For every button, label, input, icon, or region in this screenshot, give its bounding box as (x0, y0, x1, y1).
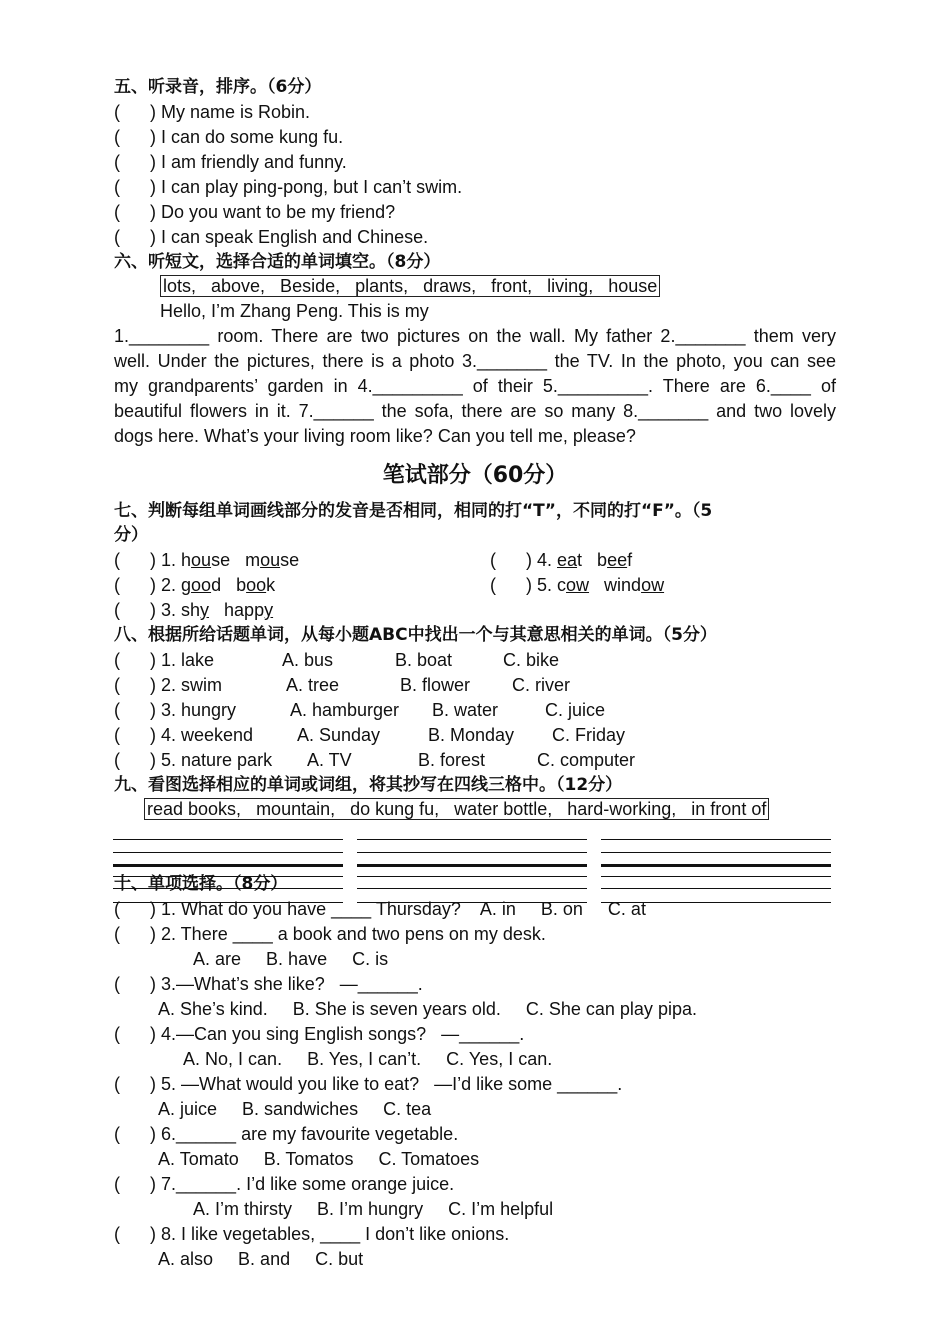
s5-item-6: ( ) I can speak English and Chinese. (114, 227, 429, 247)
s8-q5-c: C. computer (537, 750, 636, 770)
s5-item-1: ( ) My name is Robin. (114, 102, 311, 122)
s10-line-8: ( ) 5. —What would you like to eat? —I’d like some ______. (114, 1074, 623, 1094)
section8-title: 八、根据所给话题单词，从每小题ABC中找出一个与其意思相关的单词。（5分） (114, 625, 717, 645)
s6-line-1: 1.________ room. There are two pictures on the wall. My father 2._______ them very (114, 326, 836, 346)
section7-title-line1: 七、判断每组单词画线部分的发音是否相同，相同的打“T”，不同的打“F”。（5 (114, 501, 713, 521)
s8-q5-a: A. TV (307, 750, 352, 770)
s8-q1-c: C. bike (503, 650, 560, 670)
s10-line-15: A. also B. and C. but (114, 1249, 364, 1269)
s8-q2-c: C. river (512, 675, 570, 695)
s10-line-5: A. She’s kind. B. She is seven years old. C. She can play pipa. (114, 999, 697, 1019)
s8-q3-b: B. water (432, 700, 499, 720)
s6-line-5: dogs here. What’s your living room like? Can you tell me, please? (114, 426, 636, 446)
section9-title: 九、看图选择相应的单词或词组，将其抄写在四线三格中。（12分） (114, 775, 623, 795)
s8-q2-a: A. tree (286, 675, 340, 695)
s6-line-3: my grandparents’ garden in 4._________ of their 5._________. There are 6.____ of (114, 376, 836, 396)
s7-item-4: ( ) 4. eat beef (490, 550, 633, 570)
s8-q2-b: B. flower (400, 675, 471, 695)
s8-q1-a: A. bus (282, 650, 334, 670)
s10-line-11: A. Tomato B. Tomatos C. Tomatoes (114, 1149, 480, 1169)
s9-word-box: read books, mountain, do kung fu, water bottle, hard-working, in front of (144, 798, 769, 820)
s6-line-2: well. Under the pictures, there is a photo 3._______ the TV. In the photo, you can see (114, 351, 836, 371)
s8-q4: ( ) 4. weekend (114, 725, 254, 745)
s10-line-4: ( ) 3.—What’s she like? —______. (114, 974, 423, 994)
s8-q1-b: B. boat (395, 650, 453, 670)
s5-item-5: ( ) Do you want to be my friend? (114, 202, 396, 222)
s7-item-3: ( ) 3. shy happy (114, 600, 274, 620)
written-part-title: 笔试部分（60分） (382, 463, 568, 488)
s10-line-13: A. I’m thirsty B. I’m hungry C. I’m helpful (114, 1199, 554, 1219)
section5-title: 五、听录音，排序。（6分） (114, 77, 322, 97)
s5-item-4: ( ) I can play ping-pong, but I can’t swim. (114, 177, 463, 197)
section10-title: 十、单项选择。（8分） (114, 874, 288, 894)
s5-item-3: ( ) I am friendly and funny. (114, 152, 347, 172)
s6-line-4: beautiful flowers in it. 7.______ the sofa, there are so many 8._______ and two lovely (114, 401, 836, 421)
s6-intro: Hello, I’m Zhang Peng. This is my (160, 301, 429, 321)
s10-line-6: ( ) 4.—Can you sing English songs? —______. (114, 1024, 525, 1044)
s7-item-2: ( ) 2. good book (114, 575, 276, 595)
s7-item-5: ( ) 5. cow window (490, 575, 665, 595)
s10-line-12: ( ) 7.______. I’d like some orange juice. (114, 1174, 455, 1194)
s8-q3-a: A. hamburger (290, 700, 400, 720)
s8-q4-b: B. Monday (428, 725, 515, 745)
s6-word-box: lots, above, Beside, plants, draws, front, living, house (160, 275, 660, 297)
s10-line-7: A. No, I can. B. Yes, I can’t. C. Yes, I can. (114, 1049, 553, 1069)
s7-item-1: ( ) 1. house mouse (114, 550, 300, 570)
s8-q5-b: B. forest (418, 750, 486, 770)
s10-line-9: A. juice B. sandwiches C. tea (114, 1099, 432, 1119)
s10-line-3: A. are B. have C. is (114, 949, 389, 969)
s8-q2: ( ) 2. swim (114, 675, 222, 695)
s8-q4-c: C. Friday (552, 725, 626, 745)
s8-q1: ( ) 1. lake (114, 650, 215, 670)
s10-line-14: ( ) 8. I like vegetables, ____ I don’t like onions. (114, 1224, 510, 1244)
s8-q3: ( ) 3. hungry (114, 700, 237, 720)
s8-q4-a: A. Sunday (297, 725, 381, 745)
section6-title: 六、听短文，选择合适的单词填空。（8分） (114, 252, 441, 272)
section7-title-line2: 分） (114, 525, 148, 545)
s10-line-10: ( ) 6.______ are my favourite vegetable. (114, 1124, 459, 1144)
s10-line-1: ( ) 1. What do you have ____ Thursday? A. in B. on C. at (114, 899, 646, 919)
s8-q3-c: C. juice (545, 700, 606, 720)
s10-line-2: ( ) 2. There ____ a book and two pens on my desk. (114, 924, 546, 944)
s8-q5: ( ) 5. nature park (114, 750, 273, 770)
s5-item-2: ( ) I can do some kung fu. (114, 127, 344, 147)
